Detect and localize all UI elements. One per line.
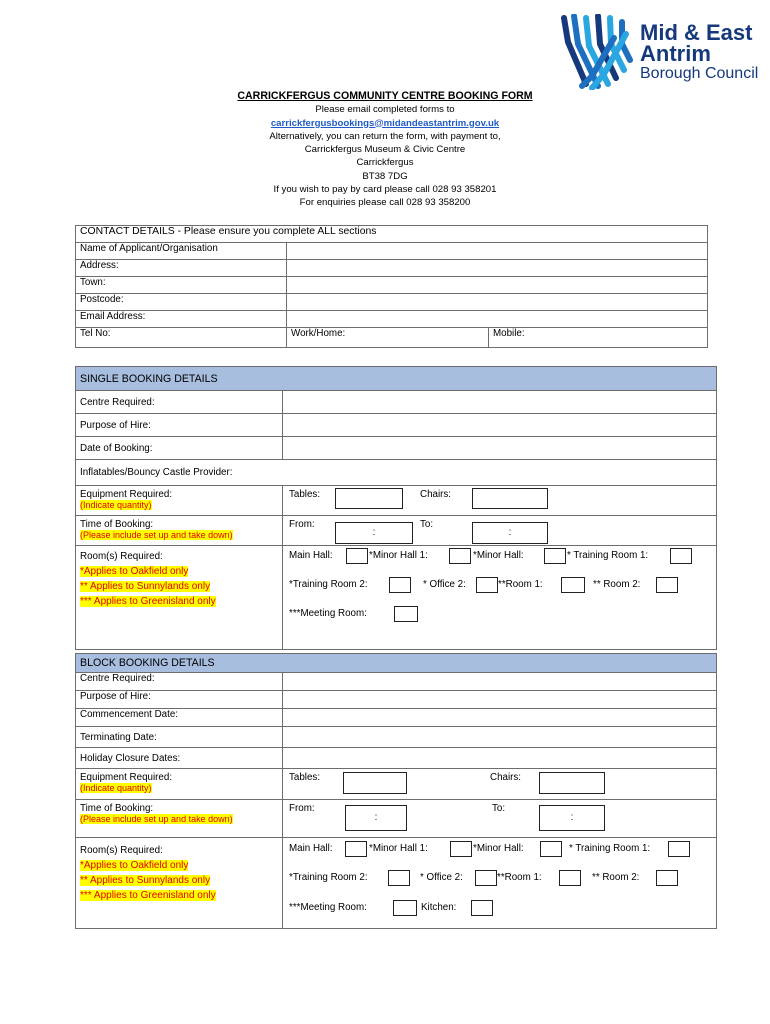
block-kitchen-label: Kitchen: (421, 902, 457, 913)
single-heading: SINGLE BOOKING DETAILS (76, 367, 717, 391)
single-from-label: From: (289, 519, 315, 530)
single-minor-hall-1-box[interactable] (449, 548, 471, 564)
single-centre-label: Centre Required: (76, 391, 283, 414)
block-purpose-label: Purpose of Hire: (76, 691, 283, 709)
single-room-1-label: **Room 1: (498, 579, 543, 590)
block-training-2-box[interactable] (388, 870, 410, 886)
work-home-label: Work/Home: (291, 328, 346, 339)
single-training-2-label: *Training Room 2: (289, 579, 368, 590)
block-to-label: To: (492, 803, 506, 814)
single-main-hall-box[interactable] (346, 548, 368, 564)
block-tables-box[interactable] (343, 772, 407, 794)
block-purpose-field[interactable] (283, 691, 717, 709)
single-chairs-label: Chairs: (420, 489, 452, 500)
block-meeting-box[interactable] (393, 900, 417, 916)
block-minor-hall-1-label: *Minor Hall 1: (369, 843, 428, 854)
contact-heading: CONTACT DETAILS - Please ensure you complete ALL sections (76, 226, 708, 243)
header-line: Carrickfergus Museum & Civic Centre (304, 144, 466, 156)
single-chairs-box[interactable] (472, 488, 548, 509)
block-equipment-label: Equipment Required: (80, 772, 173, 783)
single-tables-label: Tables: (289, 489, 321, 500)
single-rooms-label: Room(s) Required: (80, 551, 163, 562)
block-to-time-box[interactable]: : (539, 805, 605, 831)
email-label: Email Address: (76, 311, 287, 328)
name-field[interactable] (287, 243, 708, 260)
work-home-field[interactable] (287, 328, 489, 348)
header-line: If you wish to pay by card please call 028 93 358201 (273, 184, 497, 196)
header-line: For enquiries please call 028 93 358200 (299, 197, 471, 209)
block-holiday-field[interactable] (283, 748, 717, 769)
single-office-2-box[interactable] (476, 577, 498, 593)
single-centre-field[interactable] (283, 391, 717, 414)
block-room-2-box[interactable] (656, 870, 678, 886)
block-heading: BLOCK BOOKING DETAILS (76, 654, 717, 673)
block-main-hall-label: Main Hall: (289, 843, 333, 854)
single-note-sunnylands: ** Applies to Sunnylands only (80, 581, 211, 592)
block-centre-label: Centre Required: (76, 673, 283, 691)
single-training-1-label: * Training Room 1: (567, 550, 649, 561)
block-room-1-box[interactable] (559, 870, 581, 886)
block-note-sunnylands: ** Applies to Sunnylands only (80, 875, 211, 886)
postcode-label: Postcode: (76, 294, 287, 311)
address-label: Address: (76, 260, 287, 277)
block-booking-table (75, 653, 717, 929)
single-meeting-box[interactable] (394, 606, 418, 622)
council-logo-mark (556, 14, 634, 90)
single-tables-box[interactable] (335, 488, 403, 509)
block-minor-hall-box[interactable] (540, 841, 562, 857)
single-booking-table (75, 366, 717, 650)
single-to-time-box[interactable]: : (472, 522, 548, 544)
single-note-greenisland: *** Applies to Greenisland only (80, 596, 216, 607)
block-from-time-box[interactable]: : (345, 805, 407, 831)
block-room-1-label: **Room 1: (497, 872, 542, 883)
header-line: Alternatively, you can return the form, with payment to, (269, 130, 501, 142)
block-kitchen-box[interactable] (471, 900, 493, 916)
block-minor-hall-1-box[interactable] (450, 841, 472, 857)
single-time-label: Time of Booking: (80, 519, 154, 530)
booking-email-link[interactable]: carrickfergusbookings@midandeastantrim.gov.uk (270, 117, 500, 129)
block-from-label: From: (289, 803, 315, 814)
block-setup-note: (Please include set up and take down) (80, 814, 233, 824)
single-training-1-box[interactable] (670, 548, 692, 564)
block-chairs-box[interactable] (539, 772, 605, 794)
block-terminating-field[interactable] (283, 727, 717, 748)
block-minor-hall-label: *Minor Hall: (473, 843, 524, 854)
name-label: Name of Applicant/Organisation (76, 243, 287, 260)
block-main-hall-box[interactable] (345, 841, 367, 857)
block-room-2-label: ** Room 2: (592, 872, 640, 883)
council-logo-text: Mid & East Antrim Borough Council (640, 20, 759, 82)
block-centre-field[interactable] (283, 673, 717, 691)
single-office-2-label: * Office 2: (423, 579, 466, 590)
single-training-2-box[interactable] (389, 577, 411, 593)
town-field[interactable] (287, 277, 708, 294)
header-line: Please email completed forms to (315, 104, 455, 116)
block-indicate-note: (Indicate quantity) (80, 783, 152, 793)
block-training-1-label: * Training Room 1: (569, 843, 651, 854)
single-date-label: Date of Booking: (76, 437, 283, 460)
mobile-field[interactable] (489, 328, 708, 348)
mobile-label: Mobile: (493, 328, 525, 339)
single-meeting-label: ***Meeting Room: (289, 608, 367, 619)
single-main-hall-label: Main Hall: (289, 550, 333, 561)
single-to-label: To: (420, 519, 434, 530)
block-meeting-label: ***Meeting Room: (289, 902, 367, 913)
block-note-greenisland: *** Applies to Greenisland only (80, 890, 216, 901)
single-indicate-note: (Indicate quantity) (80, 500, 152, 510)
single-room-2-box[interactable] (656, 577, 678, 593)
single-minor-hall-label: *Minor Hall: (473, 550, 524, 561)
block-office-2-label: * Office 2: (420, 872, 463, 883)
town-label: Town: (76, 277, 287, 294)
block-commencement-label: Commencement Date: (76, 709, 283, 727)
contact-details-table (75, 225, 708, 348)
block-rooms-label: Room(s) Required: (80, 845, 163, 856)
email-field[interactable] (287, 311, 708, 328)
postcode-field[interactable] (287, 294, 708, 311)
block-commencement-field[interactable] (283, 709, 717, 727)
single-inflatables-label: Inflatables/Bouncy Castle Provider: (76, 460, 717, 486)
header-line: BT38 7DG (362, 170, 408, 182)
block-holiday-label: Holiday Closure Dates: (76, 748, 283, 769)
single-room-1-box[interactable] (561, 577, 585, 593)
single-setup-note: (Please include set up and take down) (80, 530, 233, 540)
block-training-2-label: *Training Room 2: (289, 872, 368, 883)
single-minor-hall-1-label: *Minor Hall 1: (369, 550, 428, 561)
header-line: Carrickfergus (356, 157, 414, 169)
block-terminating-label: Terminating Date: (76, 727, 283, 748)
single-date-field[interactable] (283, 437, 717, 460)
block-note-oakfield: *Applies to Oakfield only (80, 860, 189, 871)
block-tables-label: Tables: (289, 772, 321, 783)
single-minor-hall-box[interactable] (544, 548, 566, 564)
single-note-oakfield: *Applies to Oakfield only (80, 566, 189, 577)
single-purpose-field[interactable] (283, 414, 717, 437)
form-header (0, 90, 770, 210)
single-from-time-box[interactable]: : (335, 522, 413, 544)
block-chairs-label: Chairs: (490, 772, 522, 783)
form-title: CARRICKFERGUS COMMUNITY CENTRE BOOKING FORM (237, 90, 533, 102)
block-training-1-box[interactable] (668, 841, 690, 857)
address-field[interactable] (287, 260, 708, 277)
block-time-label: Time of Booking: (80, 803, 154, 814)
tel-label: Tel No: (76, 328, 287, 348)
single-room-2-label: ** Room 2: (593, 579, 641, 590)
single-equipment-label: Equipment Required: (80, 489, 173, 500)
single-purpose-label: Purpose of Hire: (76, 414, 283, 437)
block-office-2-box[interactable] (475, 870, 497, 886)
